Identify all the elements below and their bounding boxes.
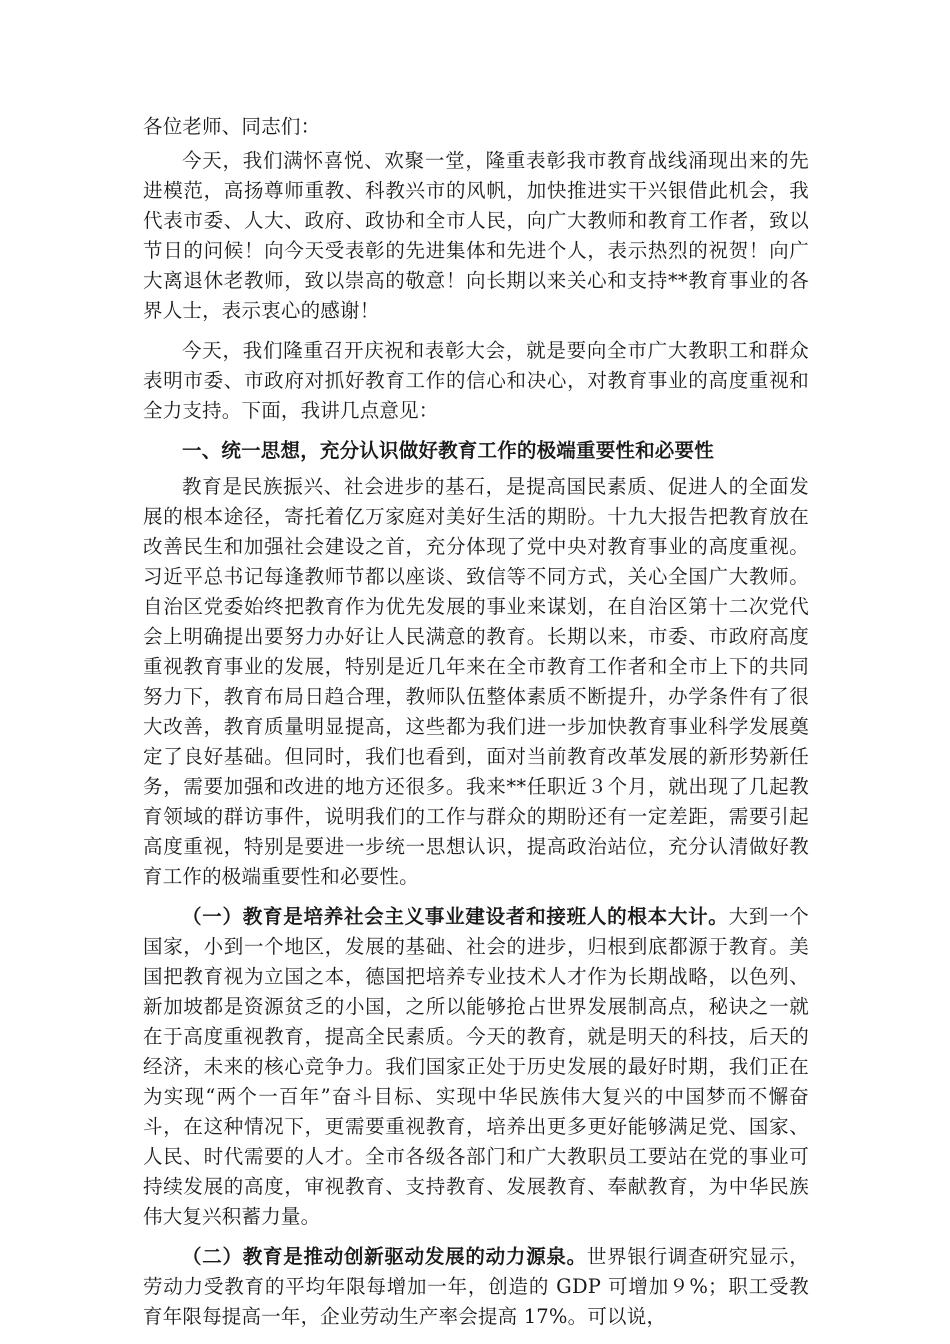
paragraph-education-foundation: 教育是民族振兴、社会进步的基石，是提高国民素质、促进人的全面发展的根本途径，寄托着亿万家庭对美好生活的期盼。十九大报告把教育放在改善民生和加强社会建设之首，充分体现了党中央对教育事业的高度重视。习近平总书记每逢教师节都以座谈、致信等不同方式，关心全国广大教师。自治区党委始终把教育作为优先发展的事业来谋划，在自治区第十二次党代会上明确提出要努力办好让人民满意的教育。长期以来，市委、市政府高度重视教育事业的发展，特别是近几年来在全市教育工作者和全市上下的共同努力下，教育布局日趋合理，教师队伍整体素质不断提升，办学条件有了很大改善，教育质量明显提高，这些都为我们进一步加快教育事业科学发展奠定了良好基础。但同时，我们也看到，面对当前教育改革发展的新形势新任务，需要加强和改进的地方还很多。我来**任职近３个月，就出现了几起教育领域的群访事件，说明我们的工作与群众的期盼还有一定差距，需要引起高度重视，特别是要进一步统一思想认识，提高政治站位，充分认清做好教育工作的极端重要性和必要性。 [143,475,809,888]
document-page [143,112,809,1342]
subsection-1-body: 大到一个国家，小到一个地区，发展的基础、社会的进步，归根到底都源于教育。美国把教育视为立国之本，德国把培养专业技术人才作为长期战略，以色列、新加坡都是资源贫乏的小国，之所以能够抢占世界发展制高点，秘诀之一就在于高度重视教育，提高全民素质。今天的教育，就是明天的科技，后天的经济，未来的核心竞争力。我们国家正处于历史发展的最好时期，我们正在为实现“两个一百年”奋斗目标、实现中华民族伟大复兴的中国梦而不懈奋斗，在这种情况下，更需要重视教育，培养出更多更好能够满足党、国家、人民、时代需要的人才。全市各级各部门和广大教职员工要站在党的事业可持续发展的高度，审视教育、支持教育、发展教育、奉献教育，为中华民族伟大复兴积蓄力量。 [143,905,809,1228]
salutation: 各位老师、同志们： [143,115,321,138]
section-heading-1: 一、统一思想，充分认识做好教育工作的极端重要性和必要性 [182,439,714,462]
paragraph-subsection-2 [143,1242,809,1332]
subsection-2-lead: （二）教育是推动创新驱动发展的动力源泉。 [182,1245,587,1268]
subsection-1-lead: （一）教育是培养社会主义事业建设者和接班人的根本大计。 [182,905,729,928]
paragraph-subsection-1 [143,902,809,1232]
paragraph-greeting: 今天，我们满怀喜悦、欢聚一堂，隆重表彰我市教育战线涌现出来的先进模范，高扬尊师重教、科教兴市的风帆，加快推进实干兴银借此机会，我代表市委、人大、政府、政协和全市人民，向广大教师和教育工作者，致以节日的问候！向今天受表彰的先进集体和先进个人，表示热烈的祝贺！向广大离退休老教师，致以崇高的敬意！向长期以来关心和支持**教育事业的各界人士，表示衷心的感谢！ [143,149,809,322]
paragraph-meeting-purpose: 今天，我们隆重召开庆祝和表彰大会，就是要向全市广大教职工和群众表明市委、市政府对抓好教育工作的信心和决心，对教育事业的高度重视和全力支持。下面，我讲几点意见： [143,339,809,422]
subsection-2-body: 世界银行调查研究显示，劳动力受教育的平均年限每增加一年，创造的 GDP 可增加９%；职工受教育年限每提高一年，企业劳动生产率会提高 17%。可以说， [143,1245,809,1328]
